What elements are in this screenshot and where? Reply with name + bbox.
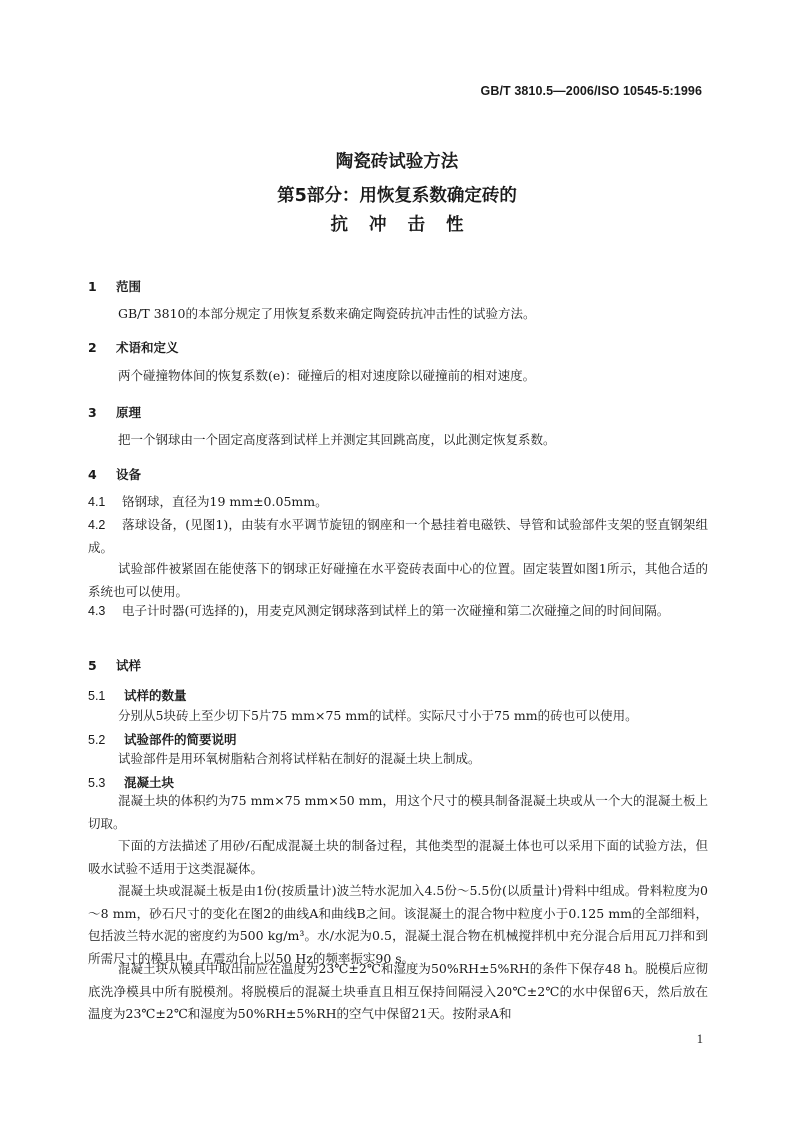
- page-number: 1: [696, 1032, 703, 1046]
- title-line-3: 抗冲击性: [330, 215, 485, 235]
- section-number: 2: [88, 340, 97, 355]
- section-title: 范围: [116, 279, 142, 294]
- clause-5-3-paragraph-2: 下面的方法描述了用砂/石配成混凝土块的制备过程，其他类型的混凝土体也可以采用下面的试验方法，但吸水试验不适用于这类混凝体。: [88, 838, 708, 876]
- section-3-text: 把一个钢球由一个固定高度落到试样上并测定其回跳高度，以此测定恢复系数。: [118, 432, 556, 447]
- section-title: 原理: [116, 405, 142, 420]
- section-number: 3: [88, 405, 97, 420]
- section-number: 1: [88, 279, 97, 294]
- clause-4-2: [88, 514, 708, 559]
- clause-title: 混凝土块: [124, 775, 175, 790]
- title-line-1: 陶瓷砖试验方法: [335, 152, 459, 172]
- section-3-heading: [88, 403, 141, 421]
- clause-4-1: [88, 491, 708, 514]
- section-1-text: GB/T 3810的本部分规定了用恢复系数来确定陶瓷砖抗冲击性的试验方法。: [118, 306, 536, 321]
- clause-text: 电子计时器(可选择的)，用麦克风测定钢球落到试样上的第一次碰撞和第二次碰撞之间的时间间隔。: [122, 603, 670, 618]
- section-1-heading: [88, 277, 141, 295]
- section-title: 设备: [116, 467, 142, 482]
- section-4-heading: [88, 465, 141, 483]
- clause-5-3-paragraph-3: 混凝土块或混凝土板是由1份(按质量计)波兰特水泥加入4.5份～5.5份(以质量计)骨料中组成。骨料粒度为0～8 mm，砂石尺寸的变化在图2的曲线A和曲线B之间。该混凝土的混合物中粒度小于0.125 mm的全部细料，包括波兰特水泥的密度约为500 kg/m³。水/水泥为0.5，混凝土混合物在机械搅拌机中充分混合后用瓦刀拌和到所需尺寸的模具中。在震动台上以50 Hz的频率振实90 s。: [88, 883, 708, 966]
- clause-5-2-text: 试验部件是用环氧树脂粘合剂将试样粘在制好的混凝土块上制成。: [118, 751, 481, 766]
- clause-number: 4.1: [88, 495, 106, 509]
- clause-5-2-heading: [88, 730, 237, 748]
- standard-code: GB/T 3810.5—2006/ISO 10545-5:1996: [480, 84, 702, 98]
- clause-title: 试验部件的简要说明: [124, 732, 237, 747]
- clause-title: 试样的数量: [124, 688, 187, 703]
- clause-number: 5.2: [88, 733, 106, 747]
- section-number: 5: [88, 658, 97, 673]
- title-line-2: 第5部分：用恢复系数确定砖的: [277, 186, 517, 206]
- clause-5-1-text: 分别从5块砖上至少切下5片75 mm×75 mm的试样。实际尺寸小于75 mm的砖也可以使用。: [118, 708, 638, 723]
- clause-4-3: [88, 600, 708, 623]
- clause-number: 4.3: [88, 604, 106, 618]
- clause-text: 铬钢球，直径为19 mm±0.05mm。: [122, 494, 328, 509]
- clause-number: 5.1: [88, 689, 106, 703]
- section-title: 试样: [116, 658, 142, 673]
- clause-5-3-paragraph-1: 混凝土块的体积约为75 mm×75 mm×50 mm，用这个尺寸的模具制备混凝土块或从一个大的混凝土板上切取。: [88, 793, 708, 831]
- section-2-heading: [88, 338, 179, 356]
- section-5-heading: [88, 656, 141, 674]
- section-title: 术语和定义: [116, 340, 179, 355]
- clause-number: 4.2: [88, 518, 106, 532]
- clause-number: 5.3: [88, 776, 106, 790]
- clause-5-1-heading: [88, 686, 187, 704]
- clause-5-3-heading: [88, 773, 174, 791]
- clause-5-3-paragraph-4: 混凝土块从模具中取出前应在温度为23℃±2℃和湿度为50%RH±5%RH的条件下保存48 h。脱模后应彻底洗净模具中所有脱模剂。将脱模后的混凝土块垂直且相互保持间隔浸入20℃±2℃的水中保留6天，然后放在温度为23℃±2℃和湿度为50%RH±5%RH的空气中保留21天。按附录A和: [88, 961, 708, 1021]
- section-number: 4: [88, 467, 97, 482]
- section-2-text: 两个碰撞物体间的恢复系数(e)：碰撞后的相对速度除以碰撞前的相对速度。: [118, 368, 536, 383]
- clause-4-2-paragraph-2: 试验部件被紧固在能使落下的钢球正好碰撞在水平瓷砖表面中心的位置。固定装置如图1所示，其他合适的系统也可以使用。: [88, 561, 708, 599]
- clause-text: 落球设备，(见图1)，由装有水平调节旋钮的钢座和一个悬挂着电磁铁、导管和试验部件支架的竖直钢架组成。: [88, 517, 708, 555]
